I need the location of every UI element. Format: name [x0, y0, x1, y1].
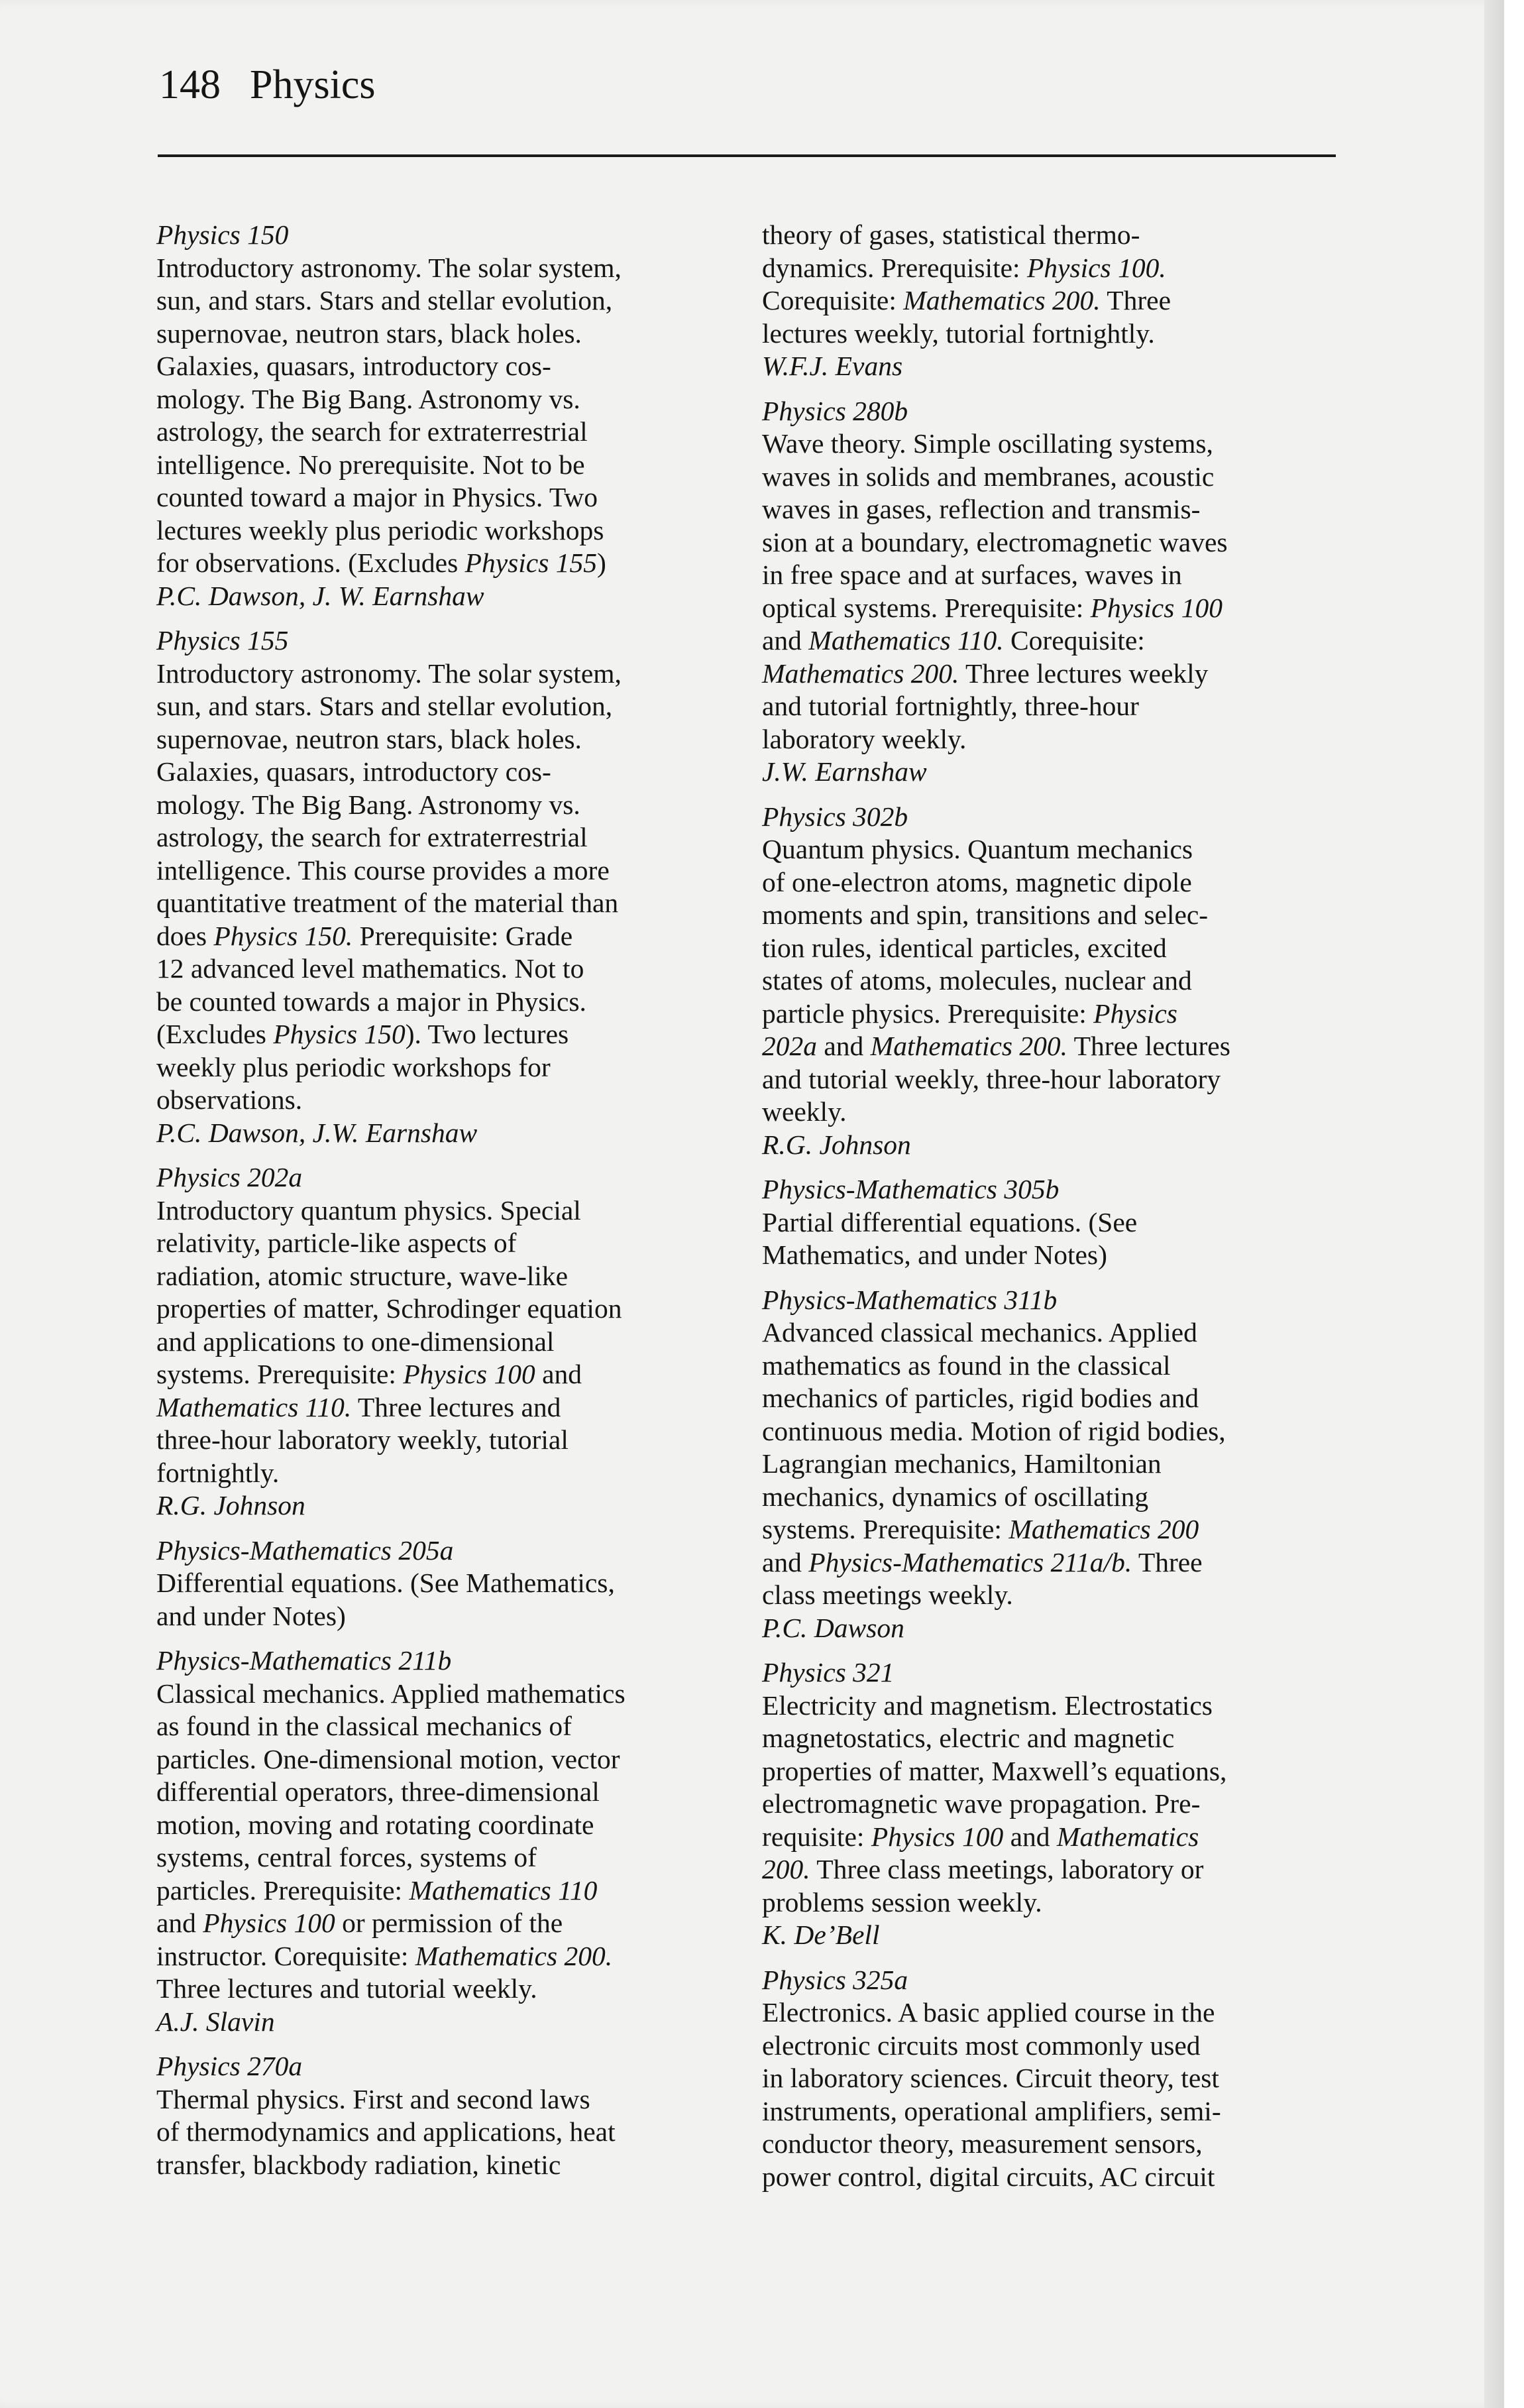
description-text: and — [156, 1908, 203, 1938]
course-reference: Mathematics 110. — [808, 625, 1004, 656]
course-instructors: P.C. Dawson — [762, 1612, 904, 1643]
course-instructors: P.C. Dawson, J. W. Earnshaw — [156, 580, 484, 611]
course-description-line — [156, 1743, 720, 1776]
description-text: lectures weekly, tutorial fortnightly. — [762, 317, 1155, 349]
course-reference: Mathematics 110. — [156, 1391, 352, 1422]
course-description-line — [762, 1382, 1332, 1415]
description-text: power control, digital circuits, AC circuit — [762, 2161, 1215, 2192]
course-description-line — [156, 1457, 720, 1490]
description-text: systems. Prerequisite: — [156, 1359, 404, 1389]
course-description — [156, 1678, 720, 2006]
course-description-line — [762, 1690, 1332, 1723]
description-text: sun, and stars. Stars and stellar evolution, — [156, 691, 613, 721]
description-text: quantitative treatment of the material than — [156, 888, 619, 918]
course-title: Physics 150 — [156, 219, 289, 250]
description-text: Introductory quantum physics. Special — [156, 1194, 581, 1226]
course-description-line — [762, 899, 1332, 932]
course-description — [156, 252, 720, 580]
course-reference: Physics — [1093, 998, 1177, 1029]
course-description — [762, 1690, 1332, 1920]
course-reference: Mathematics — [1056, 1821, 1199, 1852]
course-description-line — [156, 1907, 720, 1940]
course-description-line — [156, 821, 720, 854]
description-text: Thermal physics. First and second laws — [156, 2083, 590, 2114]
course-description-line — [762, 690, 1332, 723]
course-description-line — [156, 1018, 720, 1051]
course-description-line — [156, 1358, 720, 1391]
description-text: as found in the classical mechanics of — [156, 1711, 572, 1741]
course-description-line — [156, 514, 720, 547]
course-description-line — [156, 920, 720, 953]
description-text: astrology, the search for extraterrestrial — [156, 416, 588, 447]
course-description-line — [156, 1841, 720, 1874]
description-text: Three lectures and — [351, 1391, 561, 1422]
course-description — [762, 833, 1332, 1129]
course-description-line — [156, 690, 720, 723]
description-text: properties of matter, Schrodinger equation — [156, 1293, 622, 1324]
description-text: continuous media. Motion of rigid bodies, — [762, 1415, 1226, 1446]
course-description-line — [156, 986, 720, 1019]
course-description — [762, 1316, 1332, 1612]
course-entry — [762, 1964, 1332, 2194]
course-description-line — [156, 1710, 720, 1743]
course-reference: Mathematics 110 — [409, 1874, 598, 1906]
course-description-line — [762, 833, 1332, 866]
course-description-line — [156, 481, 720, 514]
course-description-line — [156, 2149, 720, 2182]
course-description-line — [762, 1821, 1332, 1854]
course-description-line — [762, 658, 1332, 691]
course-description-line — [762, 964, 1332, 998]
course-title: Physics-Mathematics 211b — [156, 1645, 452, 1676]
course-description-line — [156, 1600, 720, 1633]
description-text: states of atoms, molecules, nuclear and — [762, 965, 1192, 996]
course-description-line — [762, 1722, 1332, 1755]
description-text: Three — [1100, 285, 1171, 315]
description-text: (Excludes — [156, 1019, 274, 1049]
course-description-line — [762, 1579, 1332, 1612]
description-text: motion, moving and rotating coordinate — [156, 1809, 594, 1840]
course-description-line — [156, 2116, 720, 2149]
description-text: and — [762, 1546, 809, 1577]
course-title: Physics 302b — [762, 801, 908, 832]
course-description-line — [762, 2128, 1332, 2161]
course-description-line — [762, 317, 1332, 351]
description-text: and — [817, 1031, 871, 1061]
description-text: particle physics. Prerequisite: — [762, 998, 1094, 1029]
course-description-line — [762, 526, 1332, 559]
course-title: Physics 202a — [156, 1162, 303, 1192]
description-text: conductor theory, measurement sensors, — [762, 2128, 1203, 2159]
course-description-line — [156, 723, 720, 756]
page-title: Physics — [250, 62, 376, 107]
course-title: Physics 155 — [156, 625, 289, 656]
description-text: systems, central forces, systems of — [156, 1842, 537, 1872]
course-description-line — [156, 1940, 720, 1973]
course-entry — [762, 1284, 1332, 1645]
course-entry — [156, 219, 720, 612]
course-description-line — [762, 493, 1332, 526]
course-description-line — [156, 2083, 720, 2116]
description-text: Introductory astronomy. The solar system, — [156, 658, 622, 689]
right-column — [762, 219, 1332, 2205]
description-text: Lagrangian mechanics, Hamiltonian — [762, 1448, 1162, 1479]
course-description-line — [156, 284, 720, 317]
page-number: 148 — [159, 62, 221, 107]
course-reference: Physics 100 — [403, 1359, 535, 1389]
description-text: and — [535, 1359, 582, 1389]
description-text: Wave theory. Simple oscillating systems, — [762, 428, 1213, 459]
header-rule — [158, 154, 1336, 157]
course-reference: Mathematics 200. — [870, 1031, 1068, 1061]
course-description-line — [156, 1227, 720, 1260]
course-description-line — [762, 998, 1332, 1031]
course-title: Physics 270a — [156, 2051, 303, 2081]
course-description — [156, 2083, 720, 2182]
course-description — [156, 1567, 720, 1633]
left-column — [156, 219, 720, 2193]
course-description-line — [156, 416, 720, 449]
course-description-line — [762, 866, 1332, 899]
description-text: lectures weekly plus periodic workshops — [156, 514, 604, 545]
course-description-line — [762, 1448, 1332, 1481]
course-description-line — [156, 789, 720, 822]
description-text: theory of gases, statistical thermo- — [762, 219, 1140, 250]
course-entry — [156, 1534, 720, 1633]
course-instructors: R.G. Johnson — [762, 1129, 911, 1160]
course-description-line — [762, 1206, 1332, 1239]
description-text: three-hour laboratory weekly, tutorial — [156, 1424, 569, 1455]
course-description — [156, 1194, 720, 1490]
course-entry — [762, 1656, 1332, 1952]
description-text: systems. Prerequisite: — [762, 1514, 1009, 1544]
description-text: and — [762, 625, 809, 656]
description-text: optical systems. Prerequisite: — [762, 592, 1091, 623]
description-text: Classical mechanics. Applied mathematics — [156, 1678, 626, 1709]
description-text: and applications to one-dimensional — [156, 1326, 555, 1357]
course-description-line — [762, 428, 1332, 461]
description-text: waves in gases, reflection and transmis- — [762, 494, 1201, 524]
description-text: for observations. (Excludes — [156, 547, 465, 578]
course-description-line — [156, 449, 720, 482]
description-text: instruments, operational amplifiers, semi- — [762, 2095, 1221, 2126]
description-text: Corequisite: — [1003, 625, 1145, 656]
description-text: Electricity and magnetism. Electrostatics — [762, 1690, 1213, 1721]
course-description-line — [762, 2030, 1332, 2063]
description-text: properties of matter, Maxwell’s equations, — [762, 1755, 1227, 1786]
description-text: instructor. Corequisite: — [156, 1940, 415, 1971]
course-description-line — [762, 284, 1332, 317]
course-description-line — [762, 559, 1332, 592]
description-text: tion rules, identical particles, excited — [762, 932, 1167, 963]
course-description-line — [156, 887, 720, 920]
course-reference: 202a — [762, 1031, 817, 1061]
description-text: Galaxies, quasars, introductory cos- — [156, 756, 551, 787]
course-instructors: K. De’Bell — [762, 1920, 880, 1950]
course-description-line — [156, 1084, 720, 1117]
course-entry — [762, 801, 1332, 1162]
description-text: intelligence. No prerequisite. Not to be — [156, 449, 585, 480]
course-description-line — [156, 1874, 720, 1908]
page-header — [159, 58, 375, 111]
description-text: Galaxies, quasars, introductory cos- — [156, 351, 551, 381]
description-text: particles. Prerequisite: — [156, 1874, 409, 1906]
course-instructors: W.F.J. Evans — [762, 351, 903, 381]
course-description-line — [762, 624, 1332, 658]
description-text: particles. One-dimensional motion, vector — [156, 1743, 620, 1774]
course-description-line — [762, 461, 1332, 494]
description-text: Quantum physics. Quantum mechanics — [762, 834, 1193, 864]
description-text: and under Notes) — [156, 1600, 346, 1631]
description-text: does — [156, 920, 214, 951]
description-text: supernovae, neutron stars, black holes. — [156, 723, 582, 754]
description-text: electromagnetic wave propagation. Pre- — [762, 1788, 1201, 1819]
course-reference: Mathematics 200. — [415, 1940, 613, 1971]
description-text: waves in solids and membranes, acoustic — [762, 461, 1215, 492]
course-title: Physics 280b — [762, 395, 908, 426]
description-text: Partial differential equations. (See — [762, 1206, 1138, 1237]
course-description-line — [762, 252, 1332, 285]
description-text: sun, and stars. Stars and stellar evolution, — [156, 285, 613, 315]
course-description-line — [762, 592, 1332, 625]
course-title: Physics 321 — [762, 1657, 895, 1688]
course-description-line — [762, 2095, 1332, 2128]
course-reference: 200. — [762, 1854, 810, 1884]
course-reference: Mathematics 200. — [903, 285, 1101, 315]
description-text: radiation, atomic structure, wave-like — [156, 1260, 569, 1291]
page-edge-shadow — [1484, 0, 1504, 2408]
course-instructors: A.J. Slavin — [156, 2006, 275, 2037]
course-description-line — [156, 1391, 720, 1424]
course-description-line — [762, 1063, 1332, 1096]
description-text: requisite: — [762, 1821, 871, 1852]
course-instructors: J.W. Earnshaw — [762, 756, 927, 787]
description-text: observations. — [156, 1084, 303, 1115]
description-text: moments and spin, transitions and selec- — [762, 899, 1209, 930]
description-text: weekly. — [762, 1096, 847, 1127]
description-text: Differential equations. (See Mathematics, — [156, 1568, 615, 1598]
course-description-line — [762, 219, 1332, 252]
course-description-line — [762, 932, 1332, 965]
course-description — [762, 1206, 1332, 1272]
description-text: of thermodynamics and applications, heat — [156, 2116, 616, 2147]
description-text: or permission of the — [335, 1908, 563, 1938]
description-text: in free space and at surfaces, waves in — [762, 559, 1182, 590]
course-description — [762, 428, 1332, 756]
course-title: Physics-Mathematics 205a — [156, 1534, 454, 1566]
course-reference: Physics 150. — [213, 920, 353, 951]
description-text: and tutorial weekly, three-hour laboratory — [762, 1063, 1221, 1094]
course-instructors: R.G. Johnson — [156, 1490, 305, 1520]
course-description-line — [156, 317, 720, 351]
course-description-line — [156, 1776, 720, 1809]
description-text: ) — [597, 547, 606, 578]
course-description-line — [156, 1051, 720, 1084]
description-text: be counted towards a major in Physics. — [156, 986, 586, 1017]
course-description-line — [762, 1349, 1332, 1383]
description-text: Three class meetings, laboratory or — [810, 1854, 1204, 1884]
course-entry — [762, 395, 1332, 789]
course-description-line — [156, 252, 720, 285]
course-entry — [156, 1161, 720, 1522]
description-text: Corequisite: — [762, 285, 904, 315]
description-text: supernovae, neutron stars, black holes. — [156, 317, 582, 349]
course-description-line — [156, 350, 720, 383]
course-description-line — [156, 1194, 720, 1228]
course-description-line — [156, 854, 720, 888]
course-description-line — [156, 952, 720, 986]
course-reference: Physics 150 — [273, 1019, 406, 1049]
description-text: Three — [1132, 1546, 1203, 1577]
description-text: transfer, blackbody radiation, kinetic — [156, 2149, 561, 2180]
course-entry — [156, 2050, 720, 2181]
course-description-line — [762, 1316, 1332, 1349]
course-title: Physics-Mathematics 305b — [762, 1174, 1060, 1204]
course-description-line — [762, 723, 1332, 756]
description-text: sion at a boundary, electromagnetic waves — [762, 526, 1228, 557]
course-reference: Physics 155 — [464, 547, 598, 578]
description-text: 12 advanced level mathematics. Not to — [156, 953, 584, 984]
description-text: and — [1003, 1821, 1057, 1852]
course-description-line — [762, 1546, 1332, 1579]
description-text: mology. The Big Bang. Astronomy vs. — [156, 383, 580, 414]
course-description-line — [762, 1755, 1332, 1788]
course-reference: Physics 100. — [1026, 252, 1166, 283]
description-text: fortnightly. — [156, 1457, 280, 1488]
course-reference: Mathematics 200 — [1008, 1514, 1199, 1544]
course-description-line — [762, 1788, 1332, 1821]
description-text: relativity, particle-like aspects of — [156, 1228, 517, 1258]
description-text: Three lectures — [1067, 1031, 1230, 1061]
description-text: mathematics as found in the classical — [762, 1349, 1171, 1381]
course-reference: Physics 100 — [871, 1821, 1004, 1852]
course-description-line — [156, 1678, 720, 1711]
description-text: of one-electron atoms, magnetic dipole — [762, 866, 1192, 897]
description-text: class meetings weekly. — [762, 1579, 1013, 1610]
description-text: mechanics, dynamics of oscillating — [762, 1481, 1149, 1512]
description-text: Electronics. A basic applied course in the — [762, 1997, 1215, 2028]
description-text: counted toward a major in Physics. Two — [156, 482, 598, 512]
description-text: weekly plus periodic workshops for — [156, 1051, 551, 1082]
course-description-line — [156, 1567, 720, 1600]
course-description-line — [156, 1326, 720, 1359]
course-reference: Physics 100 — [203, 1908, 335, 1938]
course-description-line — [762, 1096, 1332, 1129]
course-description-line — [156, 383, 720, 416]
course-description-line — [762, 2062, 1332, 2095]
description-text: problems session weekly. — [762, 1886, 1042, 1918]
description-text: Three lectures and tutorial weekly. — [156, 1973, 537, 2004]
continued-course-entry — [762, 219, 1332, 383]
course-description-line — [156, 1424, 720, 1457]
course-entry — [156, 1644, 720, 2038]
description-text: intelligence. This course provides a more — [156, 854, 610, 886]
description-text: laboratory weekly. — [762, 723, 967, 754]
course-instructors: P.C. Dawson, J.W. Earnshaw — [156, 1117, 478, 1148]
course-reference: Physics 100 — [1090, 592, 1223, 623]
course-description-line — [762, 1415, 1332, 1448]
course-description-line — [156, 1260, 720, 1293]
description-text: dynamics. Prerequisite: — [762, 252, 1027, 283]
course-entry — [762, 1173, 1332, 1272]
course-description — [156, 658, 720, 1117]
course-title: Physics-Mathematics 311b — [762, 1284, 1058, 1315]
description-text: mology. The Big Bang. Astronomy vs. — [156, 789, 580, 820]
description-text: ). Two lectures — [405, 1019, 569, 1049]
course-description-line — [156, 756, 720, 789]
description-text: Introductory astronomy. The solar system, — [156, 252, 622, 283]
course-description-line — [156, 547, 720, 580]
course-description-line — [762, 1886, 1332, 1920]
description-text: Advanced classical mechanics. Applied — [762, 1317, 1197, 1347]
course-entry — [156, 624, 720, 1149]
course-reference: Mathematics 200. — [762, 658, 959, 689]
course-description-line — [156, 658, 720, 691]
course-description-line — [762, 2161, 1332, 2194]
course-reference: Physics-Mathematics 211a/b. — [808, 1546, 1132, 1577]
course-description-line — [156, 1292, 720, 1326]
description-text: magnetostatics, electric and magnetic — [762, 1723, 1175, 1753]
description-text: astrology, the search for extraterrestrial — [156, 822, 588, 852]
description-text: Mathematics, and under Notes) — [762, 1239, 1107, 1270]
course-description-line — [762, 1481, 1332, 1514]
course-description-line — [762, 1853, 1332, 1886]
description-text: Three lectures weekly — [959, 658, 1209, 689]
course-description-line — [762, 1996, 1332, 2030]
description-text: differential operators, three-dimensional — [156, 1776, 600, 1807]
course-title: Physics 325a — [762, 1964, 908, 1995]
right-column-entries — [762, 395, 1332, 2194]
description-text: mechanics of particles, rigid bodies and — [762, 1383, 1199, 1413]
course-description-line — [762, 1239, 1332, 1272]
description-text: Prerequisite: Grade — [353, 920, 573, 951]
description-text: in laboratory sciences. Circuit theory, test — [762, 2063, 1219, 2093]
course-description-line — [156, 1973, 720, 2006]
course-description-line — [762, 1030, 1332, 1063]
description-text: and tutorial fortnightly, three-hour — [762, 691, 1139, 721]
course-description-line — [762, 1513, 1332, 1546]
course-description — [762, 1996, 1332, 2193]
description-text: electronic circuits most commonly used — [762, 2030, 1201, 2061]
course-description-line — [156, 1809, 720, 1842]
